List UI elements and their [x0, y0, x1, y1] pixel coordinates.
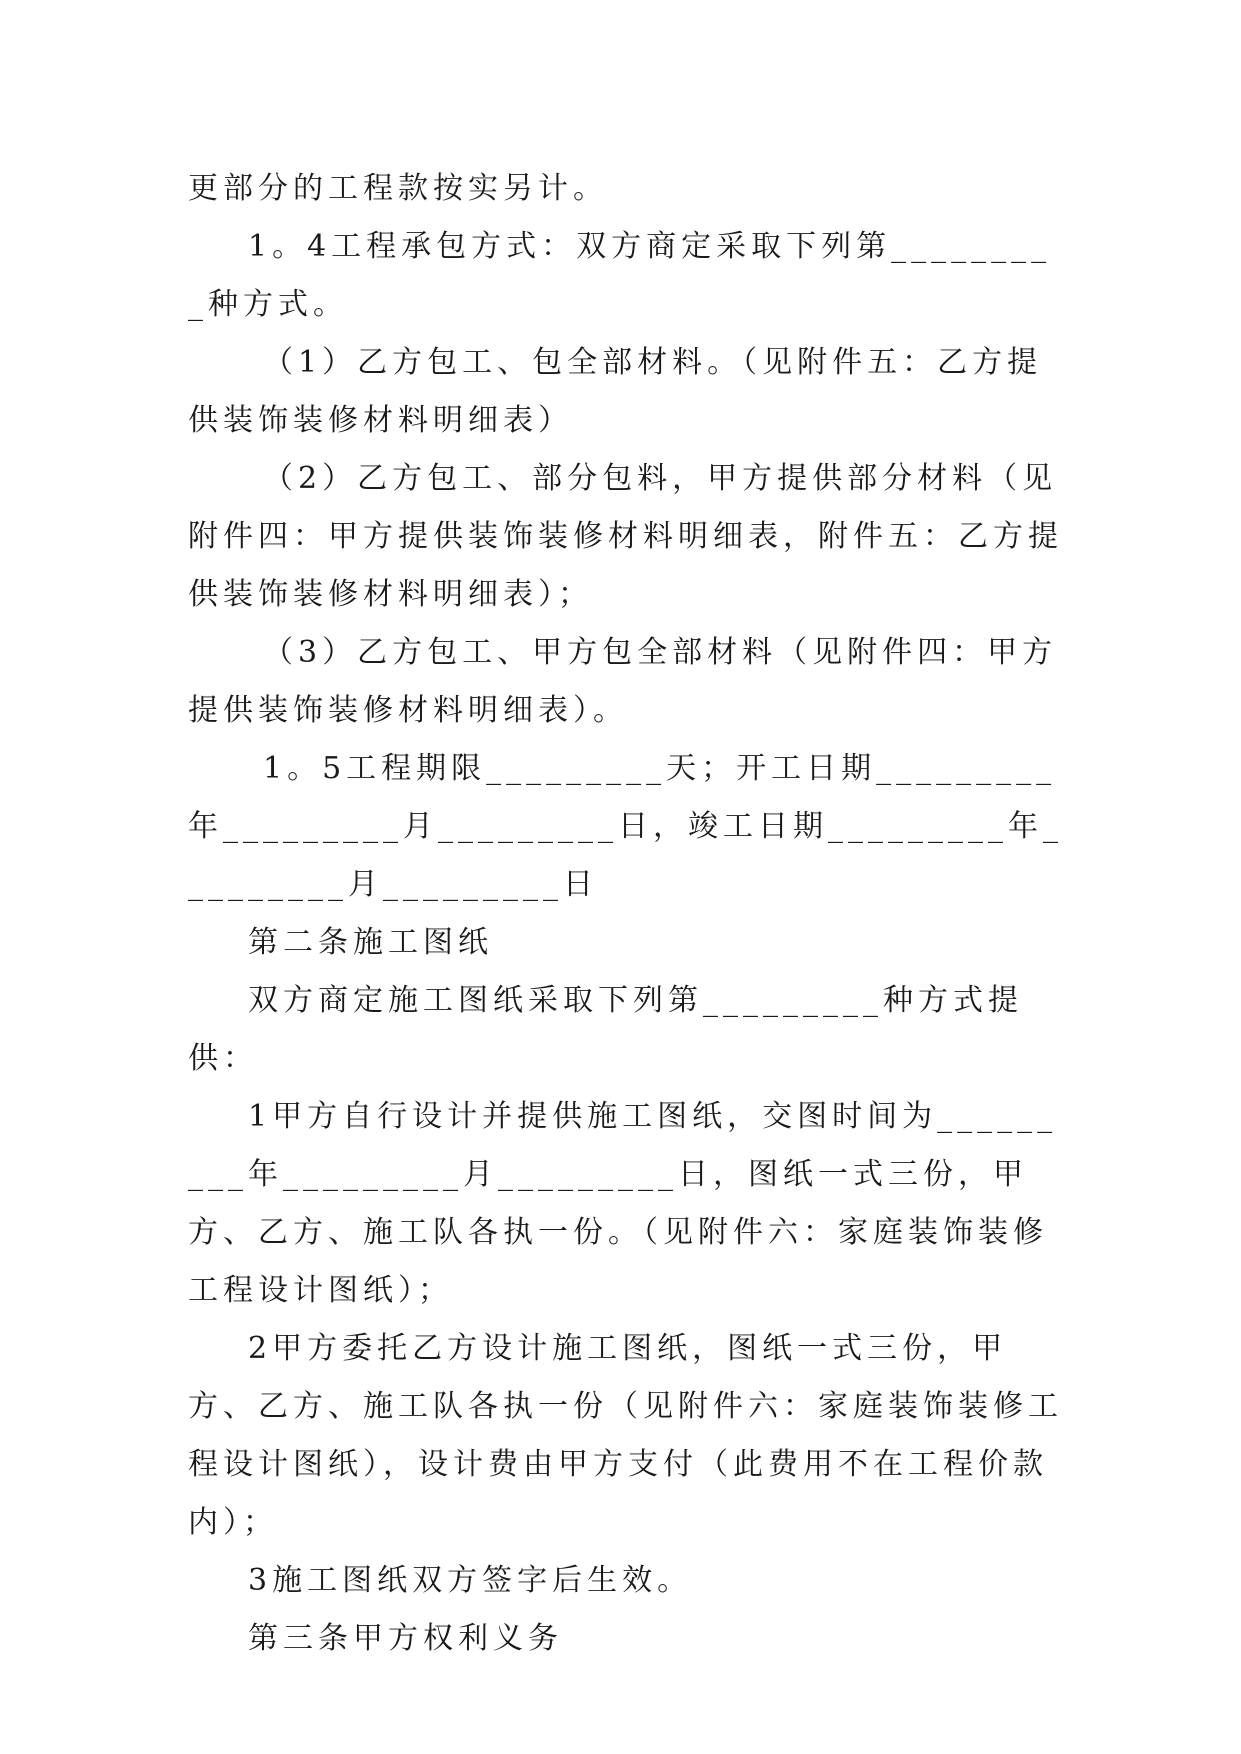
paragraph-clause-1-5: 1。5工程期限_________天；开工日期_________年_________月_________日，竣工日期_________年_________月_________日	[188, 751, 1063, 902]
paragraph-option-3: （3）乙方包工、甲方包全部材料（见附件四：甲方提供装饰装修材料明细表）。	[188, 635, 1058, 728]
paragraph-drawing-2: 2甲方委托乙方设计施工图纸，图纸一式三份，甲方、乙方、施工队各执一份（见附件六：家庭装饰装修工程设计图纸），设计费由甲方支付（此费用不在工程价款内）；	[188, 1331, 1063, 1540]
paragraph-clause-1-4: 1。4工程承包方式：双方商定采取下列第_________种方式。	[188, 229, 1052, 322]
paragraph-drawing-method: 双方商定施工图纸采取下列第_________种方式提供：	[188, 983, 1023, 1076]
paragraph-drawing-3: 3施工图纸双方签字后生效。	[248, 1563, 693, 1598]
heading-article-2: 第二条施工图纸	[248, 925, 493, 960]
document-body	[188, 160, 1068, 1668]
paragraph-option-2: （2）乙方包工、部分包料，甲方提供部分材料（见附件四：甲方提供装饰装修材料明细表，附件五：乙方提供装饰装修材料明细表）；	[188, 461, 1063, 612]
paragraph-option-1: （1）乙方包工、包全部材料。（见附件五：乙方提供装饰装修材料明细表）	[188, 345, 1043, 438]
paragraph-continuation: 更部分的工程款按实另计。	[188, 171, 608, 206]
paragraph-drawing-1: 1甲方自行设计并提供施工图纸，交图时间为_________年_________月_________日，图纸一式三份，甲方、乙方、施工队各执一份。（见附件六：家庭装饰装修工程设计图纸）；	[188, 1099, 1058, 1308]
heading-article-3: 第三条甲方权利义务	[248, 1621, 563, 1656]
